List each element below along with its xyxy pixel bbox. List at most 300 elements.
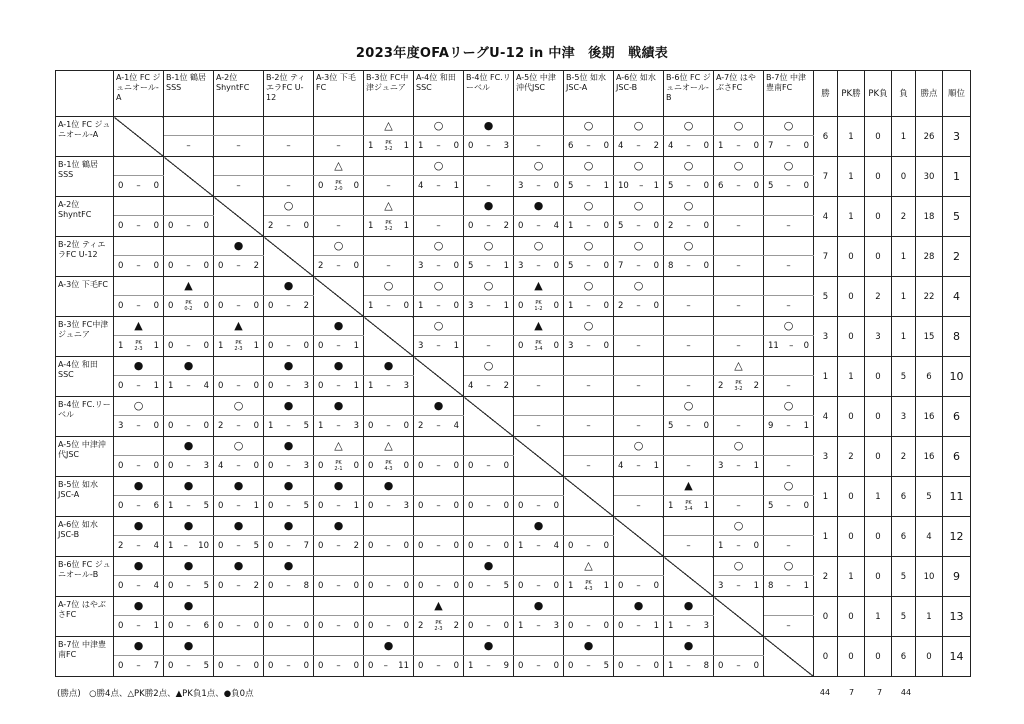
table-row [56, 317, 971, 336]
score-separator: – [586, 261, 591, 271]
match-score [364, 136, 414, 157]
result-symbol [664, 517, 714, 536]
score-home: 0 [368, 461, 374, 471]
result-symbol [214, 157, 264, 176]
result-symbol [514, 637, 564, 656]
score-home: 0 [168, 621, 174, 631]
result-symbol: ○ [564, 237, 614, 256]
match-score [164, 656, 214, 677]
score-away: 0 [403, 461, 409, 471]
score-home: 0 [618, 581, 624, 591]
score-home: 1 [518, 541, 524, 551]
match-score [114, 336, 164, 357]
result-symbol [714, 237, 764, 256]
total-value: 44 [819, 688, 831, 697]
score-separator: – [536, 621, 541, 631]
result-symbol: ○ [764, 117, 814, 136]
result-symbol: ○ [114, 397, 164, 416]
result-symbol: ● [364, 477, 414, 496]
score-separator: – [136, 621, 141, 631]
score-separator: – [536, 261, 541, 271]
no-match-dash: – [586, 461, 591, 471]
total-value: 7 [876, 688, 883, 697]
score-home: 1 [418, 141, 424, 151]
match-score [414, 576, 464, 597]
score-separator: – [586, 621, 591, 631]
match-score [614, 456, 664, 477]
match-score [464, 456, 514, 477]
score-separator: – [436, 461, 441, 471]
score-home: 0 [268, 381, 274, 391]
no-match-dash: – [286, 181, 291, 191]
result-symbol: ● [664, 597, 714, 616]
score-separator: – [236, 541, 241, 551]
score-home: 0 [318, 621, 324, 631]
score-away: 0 [703, 141, 709, 151]
score-separator: – [636, 661, 641, 671]
row-header-team: B-2位 ティエラFC U-12 [56, 237, 114, 277]
match-score [564, 456, 614, 477]
score-away: 9 [503, 661, 509, 671]
stat-value: 1 [838, 117, 865, 157]
score-away: 2 [353, 541, 359, 551]
score-away: 1 [803, 421, 809, 431]
match-score [264, 656, 314, 677]
score-separator: – [136, 661, 141, 671]
match-score [614, 656, 664, 677]
score-home: 1 [368, 221, 374, 231]
match-score [764, 496, 814, 517]
stat-value: 6 [916, 357, 943, 397]
match-score [664, 536, 714, 557]
score-away: 4 [553, 541, 559, 551]
score-separator: – [183, 541, 188, 551]
score-away: 2 [653, 141, 659, 151]
score-home: 0 [368, 501, 374, 511]
column-header-stat: 負 [892, 71, 916, 117]
stat-value: 3 [814, 317, 838, 357]
pk-score: 2-3 [234, 346, 243, 352]
result-symbol: ○ [764, 557, 814, 576]
score-home: 7 [768, 141, 774, 151]
score-home: 0 [118, 261, 124, 271]
diagonal-self-cell [664, 557, 714, 597]
match-score [464, 656, 514, 677]
no-match-dash: – [786, 461, 791, 471]
result-symbol [564, 437, 614, 456]
score-separator: – [286, 221, 291, 231]
match-score [164, 536, 214, 557]
match-score [364, 456, 414, 477]
score-separator: – [286, 541, 291, 551]
score-away: 0 [803, 341, 809, 351]
result-symbol: ● [164, 637, 214, 656]
match-score [614, 416, 664, 437]
score-away: 5 [503, 581, 509, 591]
stat-value: 0 [838, 637, 865, 677]
score-away: 1 [253, 341, 259, 351]
result-symbol [364, 517, 414, 536]
result-symbol: △ [314, 437, 364, 456]
score-home: 1 [318, 421, 324, 431]
row-header-team: A-4位 和田SSC [56, 357, 114, 397]
score-separator: – [586, 541, 591, 551]
pk-score: 4-3 [584, 586, 593, 592]
score-away: 5 [253, 541, 259, 551]
score-home: 0 [218, 621, 224, 631]
score-separator: – [786, 141, 791, 151]
score-home: 3 [518, 181, 524, 191]
result-symbol: ● [114, 477, 164, 496]
score-away: 0 [353, 581, 359, 591]
result-symbol: ○ [364, 277, 414, 296]
stat-value: 1 [814, 357, 838, 397]
stat-value: 26 [916, 117, 943, 157]
stat-value: 30 [916, 157, 943, 197]
score-home: 1 [168, 541, 174, 551]
match-score [614, 336, 664, 357]
score-away: 3 [503, 141, 509, 151]
diagonal-self-cell [764, 637, 814, 677]
score-home: 1 [718, 541, 724, 551]
score-home: 0 [368, 421, 374, 431]
score-separator: – [736, 541, 741, 551]
score-separator: – [136, 461, 141, 471]
score-away: 0 [703, 181, 709, 191]
score-separator: – [436, 541, 441, 551]
result-symbol: ○ [214, 437, 264, 456]
no-match-dash: – [486, 341, 491, 351]
score-separator: – [436, 261, 441, 271]
score-home: 1 [368, 141, 374, 151]
no-match-dash: – [736, 341, 741, 351]
result-symbol [614, 357, 664, 376]
match-score [364, 536, 414, 557]
result-symbol: ● [214, 517, 264, 536]
pk-result [584, 580, 592, 592]
result-symbol [564, 597, 614, 616]
diagonal-self-cell [614, 517, 664, 557]
result-symbol [164, 397, 214, 416]
score-away: 0 [753, 541, 759, 551]
score-separator: – [636, 221, 641, 231]
score-separator: – [336, 621, 341, 631]
score-home: 5 [568, 261, 574, 271]
match-score [514, 416, 564, 437]
result-symbol [364, 597, 414, 616]
result-symbol: ○ [664, 117, 714, 136]
score-away: 0 [453, 141, 459, 151]
match-score [214, 296, 264, 317]
result-symbol [314, 117, 364, 136]
score-separator: – [386, 581, 391, 591]
score-home: 0 [118, 221, 124, 231]
result-symbol [614, 637, 664, 656]
result-symbol: ○ [714, 557, 764, 576]
stat-value: 18 [916, 197, 943, 237]
score-home: 2 [668, 221, 674, 231]
match-score [314, 496, 364, 517]
score-home: 0 [118, 581, 124, 591]
row-header-team: B-5位 如水JSC-A [56, 477, 114, 517]
result-symbol: ○ [764, 317, 814, 336]
score-home: 8 [768, 581, 774, 591]
table-row [56, 637, 971, 656]
score-away: 5 [203, 661, 209, 671]
score-home: 0 [468, 141, 474, 151]
score-separator: – [586, 661, 591, 671]
score-home: 0 [318, 461, 324, 471]
score-separator: – [636, 301, 641, 311]
result-symbol [214, 597, 264, 616]
pk-label: PK [535, 300, 542, 306]
score-away: 0 [803, 181, 809, 191]
score-separator: – [636, 141, 641, 151]
score-separator: – [236, 381, 241, 391]
result-symbol: △ [364, 437, 414, 456]
stat-value: 1 [916, 597, 943, 637]
score-away: 1 [353, 501, 359, 511]
result-symbol: ○ [714, 517, 764, 536]
result-symbol [164, 317, 214, 336]
stat-value: 3 [865, 317, 892, 357]
column-header-team: A-3位 下毛FC [314, 71, 364, 117]
pk-label: PK [185, 300, 192, 306]
score-separator: – [286, 341, 291, 351]
match-score [564, 536, 614, 557]
score-separator: – [686, 661, 691, 671]
score-home: 0 [318, 181, 324, 191]
score-separator: – [186, 381, 191, 391]
result-symbol [764, 437, 814, 456]
match-score [364, 296, 414, 317]
score-away: 0 [803, 501, 809, 511]
score-separator: – [436, 501, 441, 511]
result-symbol: △ [564, 557, 614, 576]
match-score [114, 616, 164, 637]
score-separator: – [486, 261, 491, 271]
result-symbol: ○ [414, 317, 464, 336]
result-symbol: ● [114, 517, 164, 536]
result-symbol [714, 397, 764, 416]
score-separator: – [386, 421, 391, 431]
score-away: 3 [703, 621, 709, 631]
match-score [764, 616, 814, 637]
match-score [314, 456, 364, 477]
score-separator: – [486, 581, 491, 591]
score-home: 0 [268, 621, 274, 631]
score-away: 0 [603, 621, 609, 631]
result-symbol [414, 637, 464, 656]
row-header-team: A-7位 はやぶさFC [56, 597, 114, 637]
score-home: 4 [618, 141, 624, 151]
score-away: 0 [603, 541, 609, 551]
page-title: 2023年度OFAリーグU-12 in 中津 後期 戦績表 [355, 46, 669, 61]
score-separator: – [686, 261, 691, 271]
score-away: 0 [253, 301, 259, 311]
pk-label: PK [585, 580, 592, 586]
match-score [764, 296, 814, 317]
table-row [56, 397, 971, 416]
stat-value: 1 [865, 477, 892, 517]
match-score [364, 576, 414, 597]
result-symbol: ○ [564, 157, 614, 176]
score-separator: – [486, 461, 491, 471]
result-symbol [364, 397, 414, 416]
result-symbol [414, 477, 464, 496]
result-symbol [564, 517, 614, 536]
result-symbol: ○ [514, 157, 564, 176]
match-score [714, 216, 764, 237]
stat-value: 4 [814, 397, 838, 437]
result-symbol [764, 277, 814, 296]
result-symbol [714, 477, 764, 496]
score-separator: – [636, 621, 641, 631]
stat-value: 1 [838, 157, 865, 197]
match-score [214, 376, 264, 397]
result-symbol [214, 117, 264, 136]
score-separator: – [136, 541, 141, 551]
score-separator: – [686, 181, 691, 191]
match-score [514, 256, 564, 277]
score-separator: – [186, 221, 191, 231]
column-header-team: B-7位 中津豊南FC [764, 71, 814, 117]
result-symbol [414, 557, 464, 576]
match-score [314, 416, 364, 437]
score-away: 1 [603, 581, 609, 591]
row-header-team: A-1位 FC ジュニオール-A [56, 117, 114, 157]
score-home: 2 [618, 301, 624, 311]
column-header-team: A-7位 はやぶさFC [714, 71, 764, 117]
result-symbol: ● [464, 197, 514, 216]
match-score [364, 656, 414, 677]
result-symbol: ○ [664, 397, 714, 416]
score-home: 4 [468, 381, 474, 391]
score-home: 0 [368, 661, 374, 671]
score-home: 0 [618, 621, 624, 631]
pk-label: PK [135, 340, 142, 346]
score-away: 0 [403, 541, 409, 551]
no-match-dash: – [686, 341, 691, 351]
match-score [464, 216, 514, 237]
score-home: 0 [168, 341, 174, 351]
score-away: 0 [253, 621, 259, 631]
no-match-dash: – [486, 181, 491, 191]
pk-score: 3-2 [384, 226, 393, 232]
pk-result [384, 140, 392, 152]
stat-value: 2 [865, 277, 892, 317]
score-away: 0 [353, 461, 359, 471]
diagonal-self-cell [364, 317, 414, 357]
no-match-dash: – [536, 141, 541, 151]
result-symbol: ● [214, 237, 264, 256]
score-away: 0 [603, 301, 609, 311]
no-match-dash: – [736, 261, 741, 271]
result-symbol [314, 637, 364, 656]
match-score [514, 616, 564, 637]
score-separator: – [536, 221, 541, 231]
match-score [764, 336, 814, 357]
pk-score: 2-3 [434, 626, 443, 632]
no-match-dash: – [786, 301, 791, 311]
score-home: 3 [418, 341, 424, 351]
result-symbol: ● [614, 597, 664, 616]
score-away: 5 [203, 581, 209, 591]
match-score [414, 336, 464, 357]
score-away: 5 [203, 501, 209, 511]
stat-value: 5 [892, 357, 916, 397]
score-away: 0 [553, 501, 559, 511]
result-symbol [714, 277, 764, 296]
result-symbol [114, 197, 164, 216]
score-away: 0 [553, 301, 559, 311]
match-score [564, 136, 614, 157]
diagonal-self-cell [564, 477, 614, 517]
score-home: 0 [268, 461, 274, 471]
score-home: 1 [218, 341, 224, 351]
result-symbol [464, 477, 514, 496]
match-score [564, 616, 614, 637]
result-symbol: ○ [614, 117, 664, 136]
score-separator: – [286, 621, 291, 631]
result-symbol: ● [164, 597, 214, 616]
score-away: 1 [403, 141, 409, 151]
result-symbol: ● [364, 637, 414, 656]
score-separator: – [236, 301, 241, 311]
diagonal-self-cell [514, 437, 564, 477]
diagonal-self-cell [714, 597, 764, 637]
score-away: 1 [353, 381, 359, 391]
pk-score: 4-3 [384, 466, 393, 472]
result-symbol [114, 237, 164, 256]
score-home: 1 [118, 341, 124, 351]
score-away: 0 [253, 661, 259, 671]
score-away: 11 [398, 661, 409, 671]
no-match-dash: – [386, 181, 391, 191]
score-away: 1 [653, 461, 659, 471]
match-score [364, 496, 414, 517]
score-away: 0 [303, 341, 309, 351]
score-separator: – [186, 461, 191, 471]
match-score [764, 576, 814, 597]
match-score [214, 496, 264, 517]
score-home: 3 [718, 461, 724, 471]
score-home: 0 [318, 581, 324, 591]
score-home: 0 [518, 661, 524, 671]
match-score [214, 576, 264, 597]
result-symbol: ○ [714, 437, 764, 456]
score-home: 7 [618, 261, 624, 271]
result-symbol: ● [214, 557, 264, 576]
score-home: 3 [418, 261, 424, 271]
score-away: 1 [653, 181, 659, 191]
diagonal-self-cell [414, 357, 464, 397]
score-away: 0 [703, 221, 709, 231]
score-home: 2 [268, 221, 274, 231]
match-score [214, 176, 264, 197]
no-match-dash: – [536, 381, 541, 391]
score-home: 0 [468, 501, 474, 511]
score-separator: – [386, 301, 391, 311]
match-score [264, 576, 314, 597]
match-score [214, 456, 264, 477]
result-symbol [214, 637, 264, 656]
score-separator: – [386, 541, 391, 551]
score-home: 0 [118, 621, 124, 631]
score-away: 0 [553, 261, 559, 271]
score-away: 0 [603, 261, 609, 271]
score-home: 8 [668, 261, 674, 271]
